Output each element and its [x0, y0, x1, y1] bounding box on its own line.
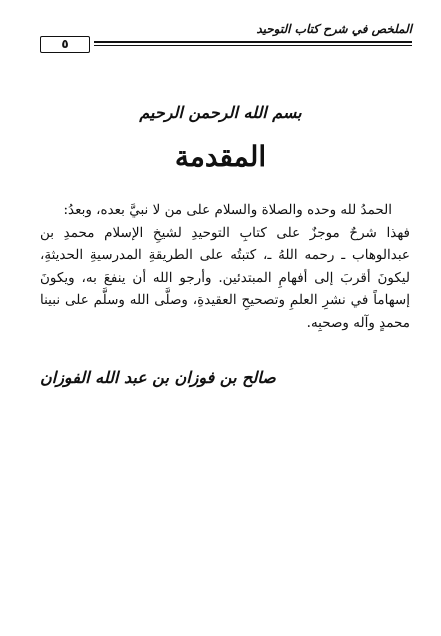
header-rule-secondary [94, 45, 412, 46]
section-title: المقدمة [174, 140, 267, 173]
page-number: ٥ [40, 36, 90, 53]
body-text [40, 199, 410, 334]
opening-line: الحمدُ لله وحده والصلاة والسلام على من لا نبيَّ بعده، وبعدُ: [63, 202, 392, 218]
running-header [40, 16, 412, 56]
author-signature: صالح بن فوزان بن عبد الله الفوزان [40, 368, 276, 387]
basmala: بسم الله الرحمن الرحيم [139, 103, 302, 122]
body-paragraph: فهذا شرحٌ موجزٌ على كتابِ التوحيدِ لشيخِ الإسلام محمدِ بن عبدالوهاب ـ رحمه اللهُ ـ، كتبتُه على الطريقةِ المدرسيةِ الحديثةِ، ليكونَ أقربَ إلى أفهامِ المبتدئين. وأرجو الله أن ينفعَ به، ويكونَ إسهاماً في نشرِ العلمِ وتصحيحِ العقيدةِ، وصلَّى الله وسلَّم على نبينا محمدٍ وآله وصحبِه. [40, 224, 410, 331]
book-title: الملخص في شرح كتاب التوحيد [256, 22, 412, 36]
header-rule [94, 41, 412, 43]
